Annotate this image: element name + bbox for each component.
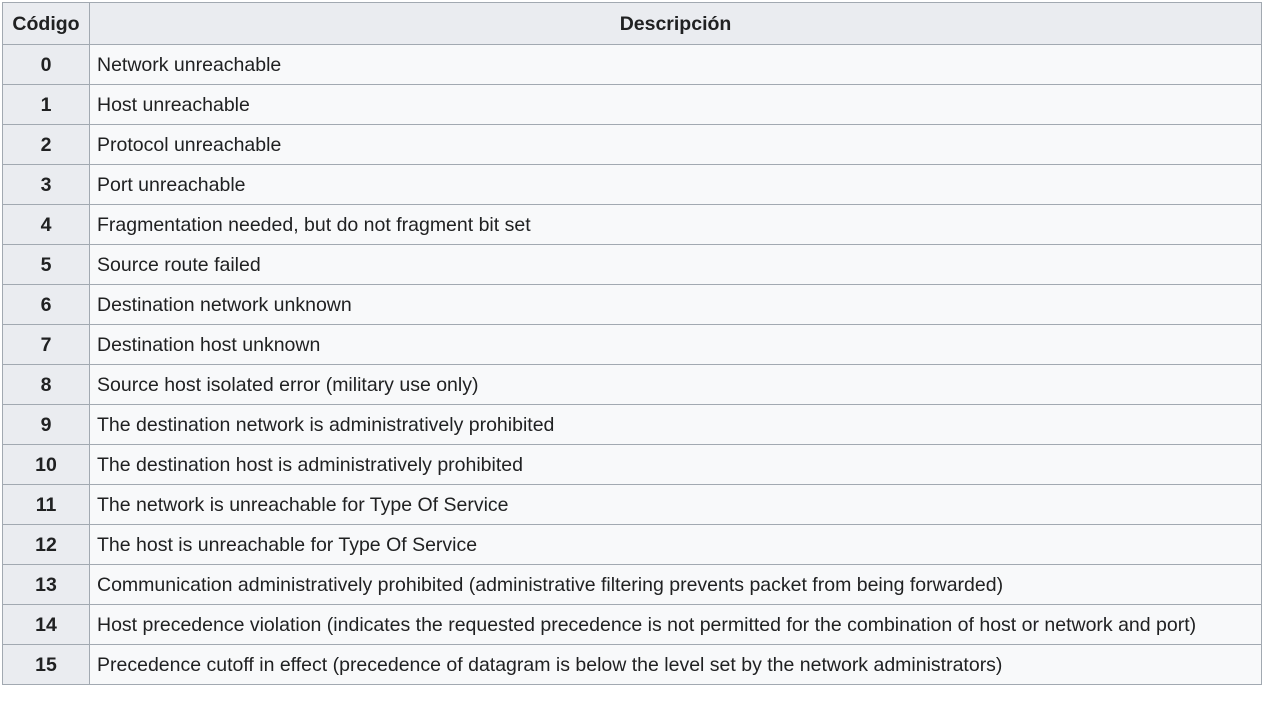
row-code: 14 [3, 605, 90, 645]
table-row [3, 165, 1262, 205]
row-description: The destination network is administratively prohibited [90, 405, 1262, 445]
row-code: 13 [3, 565, 90, 605]
table-row [3, 485, 1262, 525]
table-row [3, 85, 1262, 125]
row-description: Port unreachable [90, 165, 1262, 205]
row-code: 15 [3, 645, 90, 685]
row-code: 1 [3, 85, 90, 125]
table-row [3, 245, 1262, 285]
row-description: Host precedence violation (indicates the requested precedence is not permitted for the combination of host or network and port) [90, 605, 1262, 645]
row-code: 4 [3, 205, 90, 245]
row-code: 8 [3, 365, 90, 405]
row-code: 0 [3, 45, 90, 85]
table-row [3, 285, 1262, 325]
row-description: Destination host unknown [90, 325, 1262, 365]
row-description: Fragmentation needed, but do not fragment bit set [90, 205, 1262, 245]
table-row [3, 125, 1262, 165]
table-row [3, 365, 1262, 405]
row-code: 3 [3, 165, 90, 205]
row-code: 2 [3, 125, 90, 165]
table-row [3, 405, 1262, 445]
row-description: Communication administratively prohibited (administrative filtering prevents packet from being forwarded) [90, 565, 1262, 605]
row-description: The network is unreachable for Type Of Service [90, 485, 1262, 525]
row-code: 7 [3, 325, 90, 365]
row-description: The destination host is administratively prohibited [90, 445, 1262, 485]
header-description: Descripción [90, 3, 1262, 45]
row-description: Network unreachable [90, 45, 1262, 85]
table-row [3, 565, 1262, 605]
table-row [3, 605, 1262, 645]
table-row [3, 525, 1262, 565]
row-description: Precedence cutoff in effect (precedence of datagram is below the level set by the network administrators) [90, 645, 1262, 685]
table-row [3, 445, 1262, 485]
row-code: 6 [3, 285, 90, 325]
table-row [3, 325, 1262, 365]
row-code: 9 [3, 405, 90, 445]
icmp-codes-table [2, 2, 1262, 685]
table-header [3, 3, 1262, 45]
row-description: Source route failed [90, 245, 1262, 285]
row-code: 10 [3, 445, 90, 485]
row-description: Host unreachable [90, 85, 1262, 125]
row-code: 5 [3, 245, 90, 285]
header-code: Código [3, 3, 90, 45]
row-description: Source host isolated error (military use only) [90, 365, 1262, 405]
table-row [3, 205, 1262, 245]
row-code: 12 [3, 525, 90, 565]
table-row [3, 45, 1262, 85]
row-description: Protocol unreachable [90, 125, 1262, 165]
table-row [3, 645, 1262, 685]
row-code: 11 [3, 485, 90, 525]
table-body [3, 45, 1262, 685]
row-description: Destination network unknown [90, 285, 1262, 325]
row-description: The host is unreachable for Type Of Service [90, 525, 1262, 565]
header-row [3, 3, 1262, 45]
